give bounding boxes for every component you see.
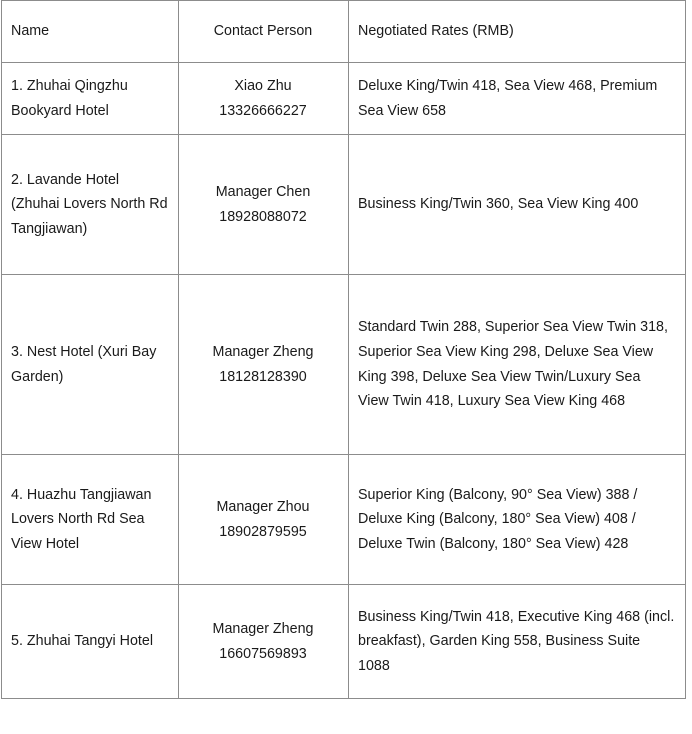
contact-name: Manager Zheng [212,343,314,360]
column-header-name: Name [2,1,179,63]
contact-name: Manager Zhou [216,498,310,515]
cell-contact-person [179,63,349,135]
cell-hotel-name: 5. Zhuhai Tangyi Hotel [2,585,179,699]
cell-hotel-name: 3. Nest Hotel (Xuri Bay Garden) [2,275,179,455]
contact-name: Manager Zheng [212,620,314,637]
cell-contact-person [179,455,349,585]
negotiated-rates-table [1,0,686,699]
cell-negotiated-rates: Business King/Twin 360, Sea View King 400 [349,135,686,275]
table-header-row [2,1,686,63]
cell-negotiated-rates: Standard Twin 288, Superior Sea View Twin 318, Superior Sea View King 298, Deluxe Sea View King 398, Deluxe Sea View Twin/Luxury Sea View Twin 418, Luxury Sea View King 468 [349,275,686,455]
contact-phone: 16607569893 [219,645,307,662]
table-header [2,1,686,63]
cell-negotiated-rates: Superior King (Balcony, 90° Sea View) 388 / Deluxe King (Balcony, 180° Sea View) 408 / Deluxe Twin (Balcony, 180° Sea View) 428 [349,455,686,585]
cell-contact-person [179,585,349,699]
contact-phone: 18928088072 [219,208,307,225]
cell-negotiated-rates: Deluxe King/Twin 418, Sea View 468, Premium Sea View 658 [349,63,686,135]
cell-negotiated-rates: Business King/Twin 418, Executive King 468 (incl. breakfast), Garden King 558, Business Suite 1088 [349,585,686,699]
table-row [2,63,686,135]
contact-phone: 18128128390 [219,368,307,385]
contact-phone: 18902879595 [219,523,307,540]
contact-name: Manager Chen [215,183,311,200]
column-header-negotiated-rates: Negotiated Rates (RMB) [349,1,686,63]
cell-hotel-name: 4. Huazhu Tangjiawan Lovers North Rd Sea View Hotel [2,455,179,585]
table-row [2,455,686,585]
cell-contact-person [179,275,349,455]
cell-contact-person [179,135,349,275]
cell-hotel-name: 1. Zhuhai Qingzhu Bookyard Hotel [2,63,179,135]
table-body [2,63,686,699]
column-header-contact-person: Contact Person [179,1,349,63]
table-row [2,275,686,455]
cell-hotel-name: 2. Lavande Hotel (Zhuhai Lovers North Rd Tangjiawan) [2,135,179,275]
contact-name: Xiao Zhu [234,77,292,94]
contact-phone: 13326666227 [219,102,307,119]
table-row [2,135,686,275]
table-row [2,585,686,699]
